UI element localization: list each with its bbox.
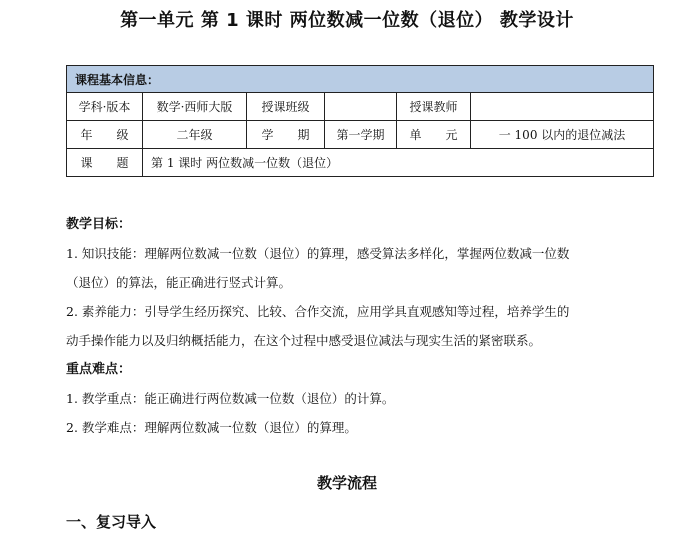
table-cell: 第一学期 xyxy=(325,121,397,149)
table-cell xyxy=(325,93,397,121)
table-cell xyxy=(471,93,654,121)
table-cell: 二年级 xyxy=(143,121,247,149)
table-row xyxy=(67,149,654,177)
objective-item: 1. 知识技能：理解两位数减一位数（退位）的算理，感受算法多样化，掌握两位数减一位数 xyxy=(66,246,570,261)
table-cell: 第 1 课时 两位数减一位数（退位） xyxy=(143,149,654,177)
table-cell: 数学·西师大版 xyxy=(143,93,247,121)
objectives-section xyxy=(66,210,656,442)
table-cell: 授课班级 xyxy=(247,93,325,121)
table-cell: 学 期 xyxy=(247,121,325,149)
objective-item: 动手操作能力以及归纳概括能力，在这个过程中感受退位减法与现实生活的紧密联系。 xyxy=(66,333,542,348)
table-row xyxy=(67,93,654,121)
table-header-cell: 课程基本信息： xyxy=(67,66,654,93)
table-cell: 一 100 以内的退位减法 xyxy=(471,121,654,149)
table-cell: 单 元 xyxy=(397,121,471,149)
objective-item: （退位）的算法，能正确进行竖式计算。 xyxy=(66,275,292,290)
objective-item: 2. 素养能力：引导学生经历探究、比较、合作交流，应用学具直观感知等过程，培养学生的 xyxy=(66,304,570,319)
table-cell: 课 题 xyxy=(67,149,143,177)
key-points-heading: 重点难点： xyxy=(66,362,132,377)
table-row xyxy=(67,121,654,149)
section-heading: 一、复习导入 xyxy=(66,513,157,531)
key-point-item: 2. 教学难点：理解两位数减一位数（退位）的算理。 xyxy=(66,420,357,435)
table-cell: 年 级 xyxy=(67,121,143,149)
key-point-item: 1. 教学重点：能正确进行两位数减一位数（退位）的计算。 xyxy=(66,391,395,406)
flow-title: 教学流程 xyxy=(316,474,377,492)
table-cell: 学科·版本 xyxy=(67,93,143,121)
objectives-heading: 教学目标： xyxy=(66,217,132,232)
table-header-row xyxy=(67,66,654,93)
course-info-table xyxy=(66,65,654,177)
table-cell: 授课教师 xyxy=(397,93,471,121)
document-title: 第一单元 第 1 课时 两位数减一位数（退位） 教学设计 xyxy=(120,10,574,31)
